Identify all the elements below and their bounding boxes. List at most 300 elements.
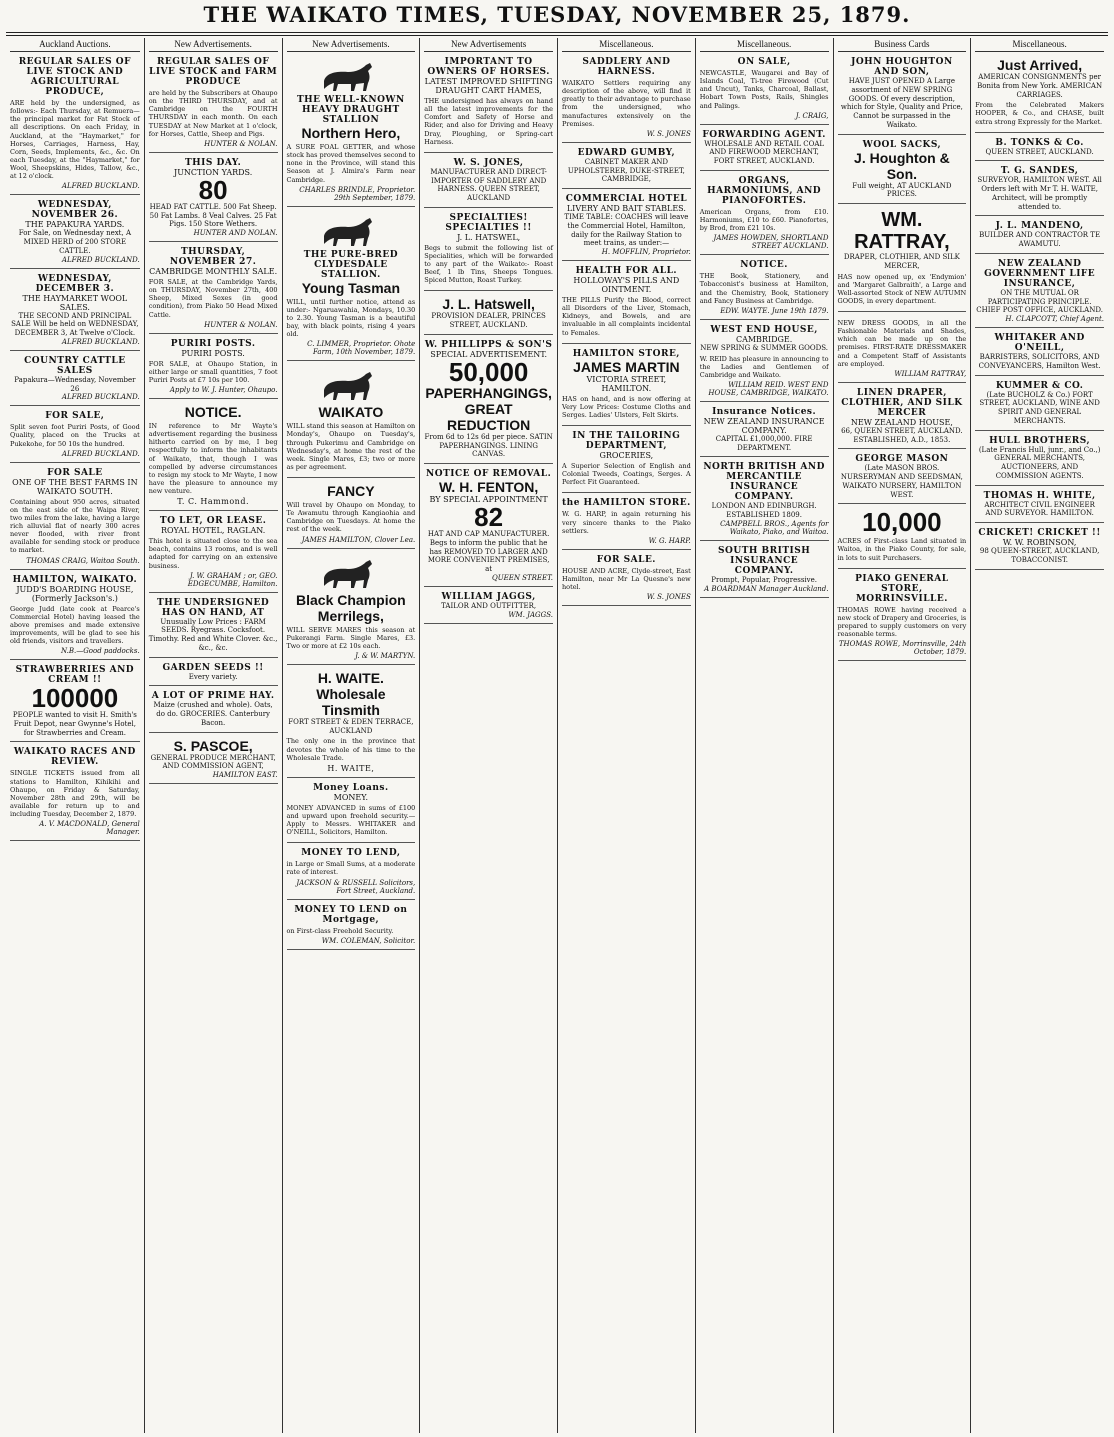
masthead-rule <box>6 32 1108 33</box>
ad-hb: JAMES MARTIN <box>573 358 680 375</box>
advertisement <box>287 364 416 478</box>
newspaper-title: THE WAIKATO TIMES, TUESDAY, NOVEMBER 25, 1879. <box>203 2 911 27</box>
ad-h: NORTH BRITISH AND MERCANTILE INSURANCE COMPANY. <box>703 462 825 503</box>
ad-hbb: Merrilegs, <box>317 607 384 624</box>
advertisement <box>700 323 829 402</box>
ad-h: FOR SALE, <box>45 411 105 422</box>
advertisement <box>10 198 140 268</box>
column-heading: Business Cards <box>838 38 967 52</box>
ad-big: 10,000 <box>862 507 942 538</box>
ad-h: ON SALE, <box>737 57 791 67</box>
ad-p: THE PILLS Purify the Blood, correct all Disorders of the Liver, Stomach, Kidneys, and Bowels, and are invaluable in all complaints incidental to Females. <box>562 296 691 337</box>
advertisement <box>562 553 691 606</box>
ad-c: ON THE MUTUAL OR PARTICIPATING PRINCIPLE. CHIEF POST OFFICE, AUCKLAND. <box>976 288 1103 315</box>
ad-p: THOMAS ROWE having received a new stock of Drapery and Groceries, is prepared to supply customers on very reasonable terms. <box>837 605 967 638</box>
ad-p: Will travel by Ohaupo on Monday, to Te Awamutu through Kangiaohia and Cambridge on Tuesdays. At home the rest of the week. <box>286 501 416 534</box>
ad-hb: NOTICE. <box>184 404 242 420</box>
ad-sig: A BOARDMAN Manager Auckland. <box>704 584 829 593</box>
column-1 <box>6 38 144 1433</box>
ad-c: CABINET MAKER AND UPHOLSTERER, DUKE-STREET, CAMBRIDGE, <box>567 157 685 184</box>
ad-sig: ALFRED BUCKLAND. <box>61 449 140 458</box>
ad-h: COMMERCIAL HOTEL <box>565 194 688 204</box>
advertisement <box>975 379 1104 431</box>
ad-p: NEWCASTLE, Waugarei and Bay of Islands Coal, Ti-tree Firewood (Cut and Uncut), Tanks, Charcoal, Ballast, Hobart Town Posts, Rails, Shingles and Palings. <box>699 69 829 110</box>
ad-c: HAVE JUST OPENED A Large assortment of NEW SPRING GOODS. Of every description, which for Style, Quality and Price, Cannot be surpassed in the Waikato. <box>840 77 963 129</box>
ad-sig: ALFRED BUCKLAND. <box>61 255 140 264</box>
advertisement <box>10 745 140 841</box>
ad-sig: WILLIAM REID. WEST END HOUSE, CAMBRIDGE, WAIKATO. <box>708 380 829 397</box>
ad-c: Papakura—Wednesday, November 26 <box>14 375 136 393</box>
horse-illustration-icon <box>316 368 386 402</box>
ad-h: MONEY TO LEND, <box>301 848 401 859</box>
ad-c: (Late Francis Hull, junr., and Co.,) GENERAL MERCHANTS, AUCTIONEERS, AND COMMISSION AGENTS. <box>978 445 1101 480</box>
ad-sub: PURIRI POSTS. <box>181 348 245 358</box>
ad-sig: CAMPBELL BROS., Agents for Waikato, Piako, and Waitoa. <box>720 519 829 536</box>
ad-h: NOTICE OF REMOVAL. <box>426 469 552 480</box>
advertisement <box>838 55 967 135</box>
ad-h: NOTICE. <box>740 260 788 271</box>
ad-h: CRICKET! CRICKET !! <box>978 528 1101 539</box>
advertisement <box>562 146 691 189</box>
ad-h: W. PHILLIPPS & SON'S <box>424 339 553 350</box>
advertisement <box>10 272 140 351</box>
ad-c: Prompt, Popular, Progressive. <box>711 575 817 584</box>
masthead-rule-2 <box>6 35 1108 36</box>
advertisement <box>149 689 278 732</box>
column-heading: New Advertisements. <box>149 38 278 52</box>
ad-p: are held by the Subscribers at Ohaupo on the THIRD THURSDAY, and at Cambridge on the FOURTH THURSDAY in each month. On each TUESDAY at New Market at 1 o'clock, for Horses, Cattle, Sheep and Pigs. <box>148 89 278 138</box>
ad-sub: MONEY. <box>333 792 369 802</box>
ad-c: GENERAL PRODUCE MERCHANT, AND COMMISSION AGENT, <box>150 753 276 771</box>
advertisement <box>287 55 416 207</box>
advertisement <box>975 55 1104 133</box>
ad-sig: W. G. HARP. <box>648 536 691 545</box>
ad-h: WHITAKER AND O'NEILL, <box>994 333 1085 354</box>
page-columns <box>6 38 1108 1433</box>
ad-h: FORWARDING AGENT. <box>702 129 826 140</box>
ad-h: Money Loans. <box>313 782 389 793</box>
ad-c: PEOPLE wanted to visit H. Smith's Fruit Depot, near Gwynne's Hotel, for Strawberries and Cream. <box>12 711 137 737</box>
ad-c: (Late MASON BROS. NURSERYMAN AND SEEDSMAN, WAIKATO NURSERY, HAMILTON WEST. <box>840 464 963 499</box>
ad-h: WAIKATO RACES AND REVIEW. <box>13 747 136 768</box>
advertisement <box>838 138 967 205</box>
ad-big: 50,000 <box>448 356 529 387</box>
ad-sig: WM. JAGGS. <box>508 610 553 619</box>
ad-c: HEAD FAT CATTLE. 500 Fat Sheep. 50 Fat Lambs. 8 Veal Calves. 25 Fat Pigs. 150 Store Wethers. <box>149 202 277 229</box>
advertisement <box>10 55 140 195</box>
ad-hb: W. H. FENTON, <box>438 479 539 496</box>
ad-sub: CAMBRIDGE. <box>735 334 793 344</box>
ad-sig: WM. COLEMAN, Solicitor. <box>321 936 416 945</box>
ad-c: NEW SPRING & SUMMER GOODS. <box>700 343 828 352</box>
advertisement <box>700 128 829 171</box>
ad-sub: JUDD'S BOARDING HOUSE, (Formerly Jackson's.) <box>16 584 134 603</box>
ad-h: REGULAR SALES OF LIVE STOCK and FARM PRODUCE <box>148 57 278 87</box>
advertisement <box>149 245 278 334</box>
ad-p: George Judd (late cook at Pearce's Commercial Hotel) having leased the above premises and made extensive improvements, will be glad to see his old friends, visitors and travellers. <box>10 604 140 645</box>
ad-p: HOUSE AND ACRE, Clyde-street, East Hamilton, near Mr La Quesne's new hotel. <box>562 566 691 591</box>
horse-illustration-icon <box>316 556 386 590</box>
ad-p: Split seven foot Puriri Posts, of Good Quality, placed on the Trucks at Pukekohe, for 50 10s the hundred. <box>10 423 140 448</box>
ad-big: 100000 <box>31 683 119 714</box>
column-4 <box>419 38 557 1433</box>
advertisement <box>10 409 140 462</box>
ad-c: Unusually Low Prices : FARM SEEDS. Ryegrass. Cocksfoot. Timothy. Red and White Clover. &c., &c., &c. <box>148 617 278 652</box>
ad-sig: HUNTER & NOLAN. <box>204 139 278 148</box>
ad-h: HEALTH FOR ALL. <box>575 266 678 276</box>
ad-sub: LIVERY AND BAIT STABLES. <box>566 204 686 213</box>
ad-h: WEDNESDAY, DECEMBER 3. <box>35 273 115 294</box>
advertisement <box>424 211 553 292</box>
advertisement <box>562 429 691 493</box>
ad-p: From the Celebrated Makers HOOPER, & Co., and CHASE, built extra strong Expressly for the Market. <box>975 101 1104 126</box>
advertisement <box>562 192 691 261</box>
column-heading: Miscellaneous. <box>562 38 691 52</box>
ad-p: Containing about 950 acres, situated on the east side of the Waipa River, two miles from the lake, having a large rich alluvial flat of nearly 300 acres never flooded, with river front available for sending stock or produce to market. <box>10 497 140 555</box>
ad-h: the HAMILTON STORE. <box>562 498 691 509</box>
ad-sub: HOLLOWAY'S PILLS AND OINTMENT. <box>573 276 680 294</box>
ad-c: LONDON AND EDINBURGH. ESTABLISHED 1809. <box>711 502 817 520</box>
ad-hb: S. PASCOE, <box>173 737 253 754</box>
ad-h: PIAKO GENERAL STORE, MORRINSVILLE. <box>855 573 949 604</box>
advertisement <box>838 572 967 662</box>
ad-c: PROVISION DEALER, PRINCES STREET, AUCKLAND. <box>431 312 546 330</box>
horse-illustration-icon <box>316 214 386 248</box>
ad-h: FOR SALE. <box>596 554 656 565</box>
ad-p: W. REID has pleasure in announcing to the Ladies and Gentlemen of Cambridge and Waikato. <box>699 354 829 379</box>
advertisement <box>700 544 829 598</box>
ad-c: THE SECOND AND PRINCIPAL SALE Will be held on WEDNESDAY, DECEMBER 3, At Twelve o'Clock. <box>11 311 139 337</box>
advertisement <box>838 207 967 312</box>
ad-p: WAIKATO Settlers requiring any description of the above, will find it greatly to their advantage to purchase from the undersigned, who manufactures extensively on the Premises. <box>562 79 691 128</box>
ad-p: W. G. HARP, in again returning his very sincere thanks to the Piako settlers. <box>562 510 691 535</box>
ad-h: WEST END HOUSE, <box>710 324 818 335</box>
column-5 <box>557 38 695 1433</box>
column-heading: Miscellaneous. <box>975 38 1104 52</box>
ad-h: SPECIALTIES! SPECIALTIES !! <box>445 212 532 233</box>
ad-p: NEW DRESS GOODS, in all the Fashionable Materials and Shades, which can be made up on the premises. FIRST-RATE DRESSMAKER and a Competent Staff of Assistants are employed. <box>837 319 967 368</box>
ad-h: HULL BROTHERS, <box>989 435 1091 446</box>
ad-h: Insurance Notices. <box>712 406 817 417</box>
ad-h: PURIRI POSTS. <box>170 338 256 349</box>
ad-c: TAILOR AND OUTFITTER, <box>441 601 537 610</box>
ad-p: A Superior Selection of English and Colonial Tweeds, Coatings, Serges. A Perfect Fit Guaranteed. <box>562 462 691 487</box>
ad-c: From 6d to 12s 6d per piece. SATIN PAPERHANGINGS. LINING CANVAS. <box>424 432 553 459</box>
advertisement <box>149 596 278 658</box>
ad-h: J. L. MANDENO, <box>995 221 1084 232</box>
ad-sub: ROYAL HOTEL, RAGLAN. <box>160 526 266 536</box>
advertisement <box>975 219 1104 254</box>
ad-h: THURSDAY, NOVEMBER 27. <box>169 247 257 267</box>
ad-sig: JACKSON & RUSSELL Solicitors, Fort Street, Auckland. <box>296 878 416 895</box>
ad-big: 80 <box>198 174 228 205</box>
ad-hb: J. Houghton & Son. <box>854 149 950 182</box>
masthead <box>0 0 1114 30</box>
advertisement <box>287 668 416 778</box>
ad-sub: W. W. ROBINSON, <box>1002 538 1077 548</box>
ad-c: 66, QUEEN STREET, AUCKLAND. ESTABLISHED, A.D., 1853. <box>841 426 963 444</box>
ad-p: ARE held by the undersigned, as follows:- Each Thursday, at Remuera—the principal market for Fat Stock of all descriptions. On each Friday, in Auckland, at the "Haymarket," for Horses, Carriages, Harness, Hay, Corn, Seeds, Implements, &c., &c. On each Tuesday, at the "Haymarket," for Wool, Sheepskins, Hides, Tallow, &c., at 12 o'clock. <box>10 99 140 181</box>
ad-h: NEW ZEALAND GOVERNMENT LIFE INSURANCE, <box>984 258 1096 289</box>
ad-sig: J. W. GRAHAM ; or, GEO. EDGECUMBE, Hamilton. <box>187 571 278 588</box>
ad-sig: HUNTER AND NOLAN. <box>193 229 278 237</box>
ad-c: QUEEN STREET, AUCKLAND. <box>985 147 1094 156</box>
column-heading: New Advertisements <box>424 38 553 52</box>
ad-sub: THE HAYMARKET WOOL SALES. <box>22 293 128 312</box>
ad-c: FORT STREET & EDEN TERRACE, AUCKLAND <box>288 717 414 735</box>
ad-sig: J. CRAIG, <box>795 111 829 120</box>
ad-c: Full weight, AT AUCKLAND PRICES. <box>852 181 952 199</box>
advertisement <box>975 331 1104 376</box>
ad-c: AMERICAN CONSIGNMENTS per Bonita from New York. AMERICAN CARRIAGES. <box>977 73 1103 99</box>
ad-c: WHOLESALE AND RETAIL COAL AND FIREWOOD MERCHANT, FORT STREET, AUCKLAND. <box>704 139 825 166</box>
ad-h: SOUTH BRITISH INSURANCE COMPANY. <box>718 545 811 576</box>
ad-c: BUILDER AND CONTRACTOR TE AWAMUTU. <box>979 231 1101 249</box>
ad-p: ACRES of First-class Land situated in Waitoa, in the Piako County, for sale, in lots to suit Purchasers. <box>837 537 967 562</box>
ad-h: ORGANS, HARMONIUMS, AND PIANOFORTES. <box>707 175 822 206</box>
column-2 <box>144 38 282 1433</box>
advertisement <box>149 337 278 399</box>
ad-h: JOHN HOUGHTON AND SON, <box>851 57 953 77</box>
advertisement <box>700 405 829 458</box>
ad-h: EDWARD GUMBY, <box>577 147 676 158</box>
ad-sub: SPECIAL ADVERTISEMENT. <box>430 349 547 359</box>
column-heading: Miscellaneous. <box>700 38 829 52</box>
ad-hb: WAIKATO <box>318 404 384 421</box>
advertisement <box>287 903 416 950</box>
ad-sig: EDW. WAYTE. June 19th 1879. <box>720 306 829 315</box>
ad-big: 82 <box>474 502 504 533</box>
ad-p: IN reference to Mr Wayte's advertisement regarding the business hitherto carried on by me, I beg respectfully to inform the inhabitants of Waikato, that, though I was compelled by adverse circumstances to resign my stock to Mr Wayte, I now have the pleasure to announce my new venture. <box>148 422 278 495</box>
ad-h: GARDEN SEEDS !! <box>162 662 264 673</box>
advertisement <box>700 174 829 255</box>
ad-c: (Late BUCHOLZ & Co.) FORT STREET, AUCKLAND, WINE AND SPIRIT AND GENERAL MERCHANTS. <box>979 390 1100 425</box>
ad-c: ARCHITECT CIVIL ENGINEER AND SURVEYOR. HAMILTON. <box>984 500 1095 518</box>
ad-sig: W. S. JONES <box>646 129 691 138</box>
ad-sig: ALFRED BUCKLAND. <box>61 182 140 191</box>
column-7 <box>833 38 971 1433</box>
ad-h: STRAWBERRIES AND CREAM !! <box>15 665 135 686</box>
ad-h: MONEY TO LEND on Mortgage, <box>294 904 408 925</box>
ad-hbb: PAPERHANGINGS, <box>425 384 552 401</box>
ad-c: SURVEYOR, HAMILTON WEST. All Orders left with Mr T. H. WAITE, Architect, will be promptly attended to. <box>977 176 1102 211</box>
advertisement <box>838 452 967 504</box>
column-heading: New Advertisements. <box>287 38 416 52</box>
advertisement <box>149 55 278 153</box>
ad-p: The only one in the province that devotes the whole of his time to the Wholesale Trade. <box>286 737 416 762</box>
ad-sig: THOMAS ROWE, Morrinsville, 24th October, 1879. <box>838 640 967 657</box>
ad-p: FOR SALE, at the Cambridge Yards, on THURSDAY, November 27th, 400 Sheep, Mixed Sexes (in good condition), from Piako 50 Head Mixed Cattle. <box>148 278 278 319</box>
ad-hb: FANCY <box>327 483 375 499</box>
advertisement <box>424 338 553 464</box>
ad-sig: QUEEN STREET. <box>491 573 553 582</box>
ad-h: IMPORTANT TO OWNERS OF HORSES. <box>427 57 550 77</box>
ad-sig: H. CLAPCOTT, Chief Agent. <box>1005 315 1104 324</box>
ad-h: B. TONKS & Co. <box>995 137 1084 148</box>
ad-c: Maize (crushed and whole). Oats, do do. GROCERIES. Canterbury Bacon. <box>153 701 273 727</box>
advertisement <box>700 460 829 541</box>
ad-sig: ALFRED BUCKLAND. <box>61 393 140 402</box>
advertisement <box>287 846 416 899</box>
ad-sub: NEW ZEALAND HOUSE, <box>850 417 953 427</box>
advertisement <box>975 136 1104 162</box>
ad-hb2: GREAT REDUCTION <box>447 400 531 433</box>
advertisement <box>424 590 553 624</box>
ad-sig: ALFRED BUCKLAND. <box>61 337 140 346</box>
ad-hb: J. L. Hatswell, <box>442 296 535 313</box>
advertisement <box>975 257 1104 328</box>
advertisement <box>10 573 140 661</box>
ad-hb: H. WAITE. <box>317 669 384 686</box>
ad-c: 98 QUEEN-STREET, AUCKLAND, TOBACCONIST. <box>979 547 1100 564</box>
ad-sub: THE PAPAKURA YARDS. <box>25 220 125 230</box>
ad-h: THE UNDERSIGNED HAS ON HAND, AT <box>157 597 270 618</box>
advertisement <box>562 264 691 344</box>
ad-c: TIME TABLE: COACHES will leave the Commercial Hotel, Hamilton, daily for the Railway Station to meet trains, as under:— <box>564 213 689 248</box>
ad-h: SADDLERY AND HARNESS. <box>582 57 671 77</box>
ad-sig: A. V. MACDONALD, General Manager. <box>39 820 140 837</box>
ad-hbb: Wholesale Tinsmith <box>316 685 386 718</box>
ad-h: WEDNESDAY, NOVEMBER 26. <box>31 200 119 221</box>
ad-hb: Black Champion <box>296 591 406 608</box>
ad-sub: LATEST IMPROVED SHIFTING DRAUGHT CART HAMES, <box>424 77 553 95</box>
ad-sig: WILLIAM RATTRAY, <box>894 369 967 378</box>
ad-sig: CHARLES BRINDLE, Proprietor. 29th September, 1879. <box>299 185 416 202</box>
advertisement <box>700 258 829 320</box>
ad-c: Every variety. <box>188 672 238 681</box>
advertisement <box>149 736 278 785</box>
ad-hb: Just Arrived, <box>997 57 1083 73</box>
ad-c: BARRISTERS, SOLICITORS, AND CONVEYANCERS, Hamilton West. <box>978 353 1101 370</box>
ad-h: REGULAR SALES OF LIVE STOCK AND AGRICULTURAL PRODUCE, <box>18 57 132 97</box>
ad-h: HAMILTON STORE, <box>572 348 680 359</box>
ad-p: WILL, until further notice, attend as under:- Ngaruawahia, Mondays, 10.30 to 2.30. Young Tasman is a beautiful bay, with black points, rising 4 years old. <box>286 297 416 339</box>
ad-h: IN THE TAILORING DEPARTMENT, <box>572 431 681 451</box>
ad-sigc: T. C. Hammond. <box>177 497 249 507</box>
ad-h: LINEN DRAPER, CLOTHIER, AND SILK MERCER <box>841 387 963 418</box>
ad-sub: BY SPECIAL APPOINTMENT <box>429 495 548 505</box>
ad-p: WILL stand this season at Hamilton on Monday's, Ohaupo on Tuesday's, through Pukerimu and Cambridge on Wednesday's, at home the rest of the week. Single Mares, £3; two or more as per agreement. <box>286 422 416 471</box>
ad-c: HAT AND CAP MANUFACTURER. Begs to inform the public that he has REMOVED TO LARGER AND MORE CONVENIENT PREMISES, at <box>427 530 550 574</box>
advertisement <box>149 402 278 511</box>
advertisement <box>562 55 691 143</box>
ad-h: TO LET, OR LEASE. <box>159 516 267 527</box>
ad-h: T. G. SANDES, <box>1000 166 1079 177</box>
ad-sigc: H. WAITE, <box>327 763 375 773</box>
ad-p: WILL SERVE MARES this season at Pukerangi Farm. Single Mares, £3. Two or more at £2 10s each. <box>286 625 416 650</box>
ad-sub: ONE OF THE BEST FARMS IN WAIKATO SOUTH. <box>12 477 138 496</box>
ad-c: For Sale, on Wednesday next, A MIXED HERD of 200 STORE CATTLE. <box>18 229 131 255</box>
advertisement <box>10 663 140 742</box>
ad-sig: N.B.—Good paddocks. <box>60 647 140 656</box>
ad-sub: J. L. HATSWEL, <box>457 232 521 242</box>
ad-sig: JAMES HOWDEN, SHORTLAND STREET AUCKLAND. <box>713 234 829 251</box>
column-6 <box>695 38 833 1433</box>
advertisement <box>562 347 691 426</box>
ad-sig: C. LIMMER, Proprietor. Ohote Farm, 10th November, 1879. <box>307 340 416 357</box>
advertisement <box>562 496 691 549</box>
advertisement <box>287 210 416 362</box>
ad-h: THOMAS H. WHITE, <box>983 490 1096 501</box>
ad-p: American Organs, from £10. Harmoniums, £10 to £60. Pianofortes, by Brod, from £21 10s. <box>699 207 829 233</box>
advertisement <box>287 781 416 844</box>
ad-h: THE PURE-BRED CLYDESDALE STALLION. <box>303 249 399 280</box>
ad-p: in Large or Small Sums, at a moderate rate of interest. <box>286 860 416 877</box>
advertisement <box>838 386 967 450</box>
ad-sig: HUNTER & NOLAN. <box>204 320 278 329</box>
ad-sig: J. & W. MARTYN. <box>355 651 416 660</box>
ad-p: Begs to submit the following list of Specialities, which will be forwarded to any part of the Waikato:- Roast Beef, 1 lb Tins, Sheeps Tongues. Spiced Mutton, Roast Turkey. <box>424 243 553 285</box>
advertisement <box>975 526 1104 570</box>
ad-h: HAMILTON, WAIKATO. <box>12 574 138 585</box>
advertisement <box>838 315 967 383</box>
ad-p: MONEY ADVANCED in sums of £100 and upward upon freehold security.—Apply to Messrs. WHITAKER and O'NEILL, Solicitors, Hamilton. <box>286 803 416 837</box>
column-8 <box>970 38 1108 1433</box>
ad-p: HAS on hand, and is now offering at Very Low Prices: Costume Cloths and Serges. Ladies' Ulsters, Felt Skirts. <box>562 394 691 419</box>
ad-h: KUMMER & CO. <box>995 380 1084 391</box>
column-3 <box>282 38 420 1433</box>
ad-h: COUNTRY CATTLE SALES <box>24 355 126 376</box>
ad-p: This hotel is situated close to the sea beach, contains 13 rooms, and is well adapted for carrying on an extensive business. <box>148 537 278 570</box>
ad-h: FOR SALE <box>47 467 103 478</box>
ad-p: THE undersigned has always on hand all the latest improvements for the Comfort and Safety of Horse and Rider, and also for Driving and Heavy Dray, Ploughing, or Spring-cart Harness. <box>424 97 553 146</box>
ad-hb: Northern Hero, <box>301 125 401 141</box>
horse-illustration-icon <box>316 59 386 93</box>
ad-sub: VICTORIA STREET, HAMILTON. <box>586 374 667 393</box>
ad-sub: JUNCTION YARDS. <box>173 167 253 177</box>
ad-sig: W. S. JONES <box>646 593 691 602</box>
ad-p: THE Book, Stationery, and Tobacconist's business at Hamilton, and the Chemistry, Book, Stationery and Fancy Business at Cambridge. <box>699 272 829 305</box>
ad-c: CAPITAL £1,000,000. FIRE DEPARTMENT. <box>715 434 813 452</box>
advertisement <box>424 294 553 335</box>
advertisement <box>287 552 416 665</box>
advertisement <box>975 434 1104 486</box>
advertisement <box>700 55 829 125</box>
ad-h: W. S. JONES, <box>453 157 524 168</box>
ad-sig: HAMILTON EAST. <box>212 771 278 780</box>
ad-hx: WM. RATTRAY, <box>854 209 950 253</box>
ad-h: A LOT OF PRIME HAY. <box>151 691 275 702</box>
advertisement <box>149 156 278 242</box>
ad-sig: Apply to W. J. Hunter, Ohaupo. <box>169 386 278 394</box>
ad-p: HAS now opened up, ex 'Endymion' and 'Margaret Galbraith', a Large and Well-assorted Stock of NEW AUTUMN GOODS, in every department. <box>837 272 967 305</box>
ad-c: DRAPER, CLOTHIER, AND SILK MERCER, <box>843 253 960 270</box>
advertisement <box>424 156 553 208</box>
advertisement <box>975 489 1104 524</box>
ad-c: MANUFACTURER AND DIRECT-IMPORTER OF SADDLERY AND HARNESS. QUEEN STREET, AUCKLAND <box>430 167 547 202</box>
ad-h: GEORGE MASON <box>855 454 949 465</box>
advertisement <box>838 507 967 568</box>
advertisement <box>149 514 278 593</box>
ad-hb: Young Tasman <box>301 279 401 296</box>
ad-sub: GROCERIES, <box>599 451 654 460</box>
ad-sub: CAMBRIDGE MONTHLY SALE. <box>149 267 278 276</box>
ad-h: WILLIAM JAGGS, <box>441 591 536 602</box>
column-heading: Auckland Auctions. <box>10 38 140 52</box>
ad-p: on First-class Freehold Security. <box>286 926 394 935</box>
advertisement <box>149 661 278 687</box>
ad-sig: THOMAS CRAIG, Waitoa South. <box>26 556 140 565</box>
ad-sig: H. MOFFLIN, Proprietor. <box>601 248 691 256</box>
ad-p: FOR SALE, at Ohaupo Station, in either large or small quantities, 7 foot Puriri Posts at £7 10s per 100. <box>148 359 278 384</box>
ad-p: SINGLE TICKETS issued from all stations to Hamilton, Kihikihi and Ohaupo, on Friday & Saturday, November 28th and 29th, will be available for return up to and including Tuesday, December 2, 1879. <box>10 769 140 818</box>
ad-h: WOOL SACKS, <box>862 139 942 150</box>
advertisement <box>424 55 553 153</box>
advertisement <box>10 466 140 570</box>
advertisement <box>424 467 553 587</box>
advertisement <box>287 481 416 549</box>
ad-p: A SURE FOAL GETTER, and whose stock has proved themselves second to none in the Province, will stand this Season at J. Almira's Farm near Cambridge. <box>286 143 416 184</box>
